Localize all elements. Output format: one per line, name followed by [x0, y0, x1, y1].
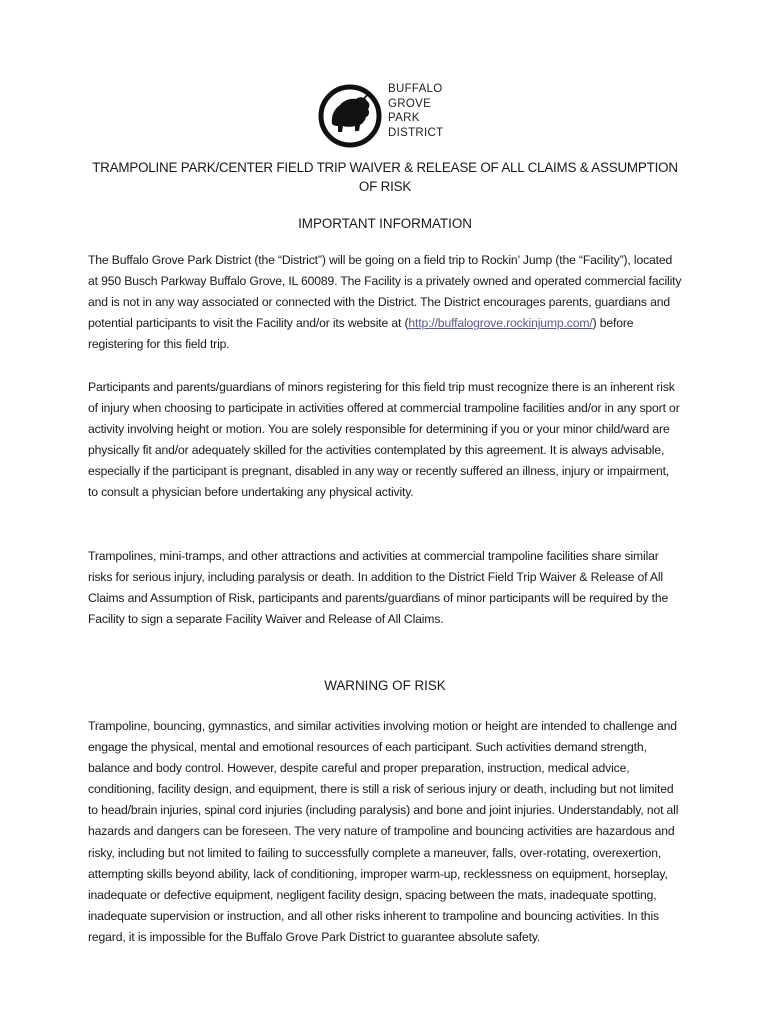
document-title: TRAMPOLINE PARK/CENTER FIELD TRIP WAIVER & RELEASE OF ALL CLAIMS & ASSUMPTION OF RISK: [92, 160, 678, 194]
important-information-heading: IMPORTANT INFORMATION: [298, 216, 472, 231]
paragraph-intro: [88, 250, 682, 355]
logo-line: DISTRICT: [388, 126, 444, 139]
intro-text-end: ) before registering for this field trip.: [88, 316, 634, 352]
logo-line: GROVE: [388, 97, 432, 110]
park-district-logo: [318, 78, 478, 154]
logo-line: BUFFALO: [388, 83, 443, 95]
logo-line: PARK: [388, 112, 420, 124]
paragraph-facility-waiver: Trampolines, mini-tramps, and other attractions and activities at commercial trampoline facilities share similar risks for serious injury, including paralysis or death. In addition to the District Field Trip Waiver & Release of All Claims and Assumption of Risk, participants and parents/guardians of minor participants will be required by the Facility to sign a separate Facility Waiver and Release of All Claims.: [88, 549, 669, 627]
buffalo-icon: [318, 78, 384, 154]
logo-wordmark: [388, 82, 443, 140]
facility-website-link[interactable]: http://buffalogrove.rockinjump.com/: [408, 316, 593, 331]
intro-text: The Buffalo Grove Park District (the “District”) will be going on a field trip to Rockin’ Jump (the “Facility”), located at 950 Busch Parkway Buffalo Grove, IL 60089. The Facility is a privately owned and operated commercial facility and is not in any way associated or connected with the District. The District encourages parents, guardians and potential participants to visit the Facility and/or its website at (: [88, 253, 682, 331]
warning-of-risk-heading: WARNING OF RISK: [324, 678, 446, 693]
paragraph-warning: Trampoline, bouncing, gymnastics, and similar activities involving motion or height are intended to challenge and engage the physical, mental and emotional resources of each participant. Such activities demand strength, balance and body control. However, despite careful and proper preparation, instruction, medical advice, conditioning, facility design, and equipment, there is still a risk of serious injury or death, including but not limited to head/brain injuries, spinal cord injuries (including paralysis) and bone and joint injuries. Understandably, not all hazards and dangers can be foreseen. The very nature of trampoline and bouncing activities are hazardous and risky, including but not limited to failing to successfully complete a maneuver, falls, over-rotating, overexertion, attempting skills beyond ability, lack of conditioning, improper warm-up, recklessness on equipment, horseplay, inadequate or defective equipment, negligent facility design, spacing between the mats, inadequate spotting, inadequate supervision or instruction, and all other risks inherent to trampoline and bouncing activities. In this regard, it is impossible for the Buffalo Grove Park District to guarantee absolute safety.: [88, 719, 679, 944]
paragraph-risk-recognition: Participants and parents/guardians of minors registering for this field trip must recognize there is an inherent risk of injury when choosing to participate in activities offered at commercial trampoline facilities and/or in any sport or activity involving height or motion. You are solely responsible for determining if you or your minor child/ward are physically fit and/or adequately skilled for the activities contemplated by this agreement. It is always advisable, especially if the participant is pregnant, disabled in any way or recently suffered an illness, injury or impairment, to consult a physician before undertaking any physical activity.: [88, 380, 680, 500]
